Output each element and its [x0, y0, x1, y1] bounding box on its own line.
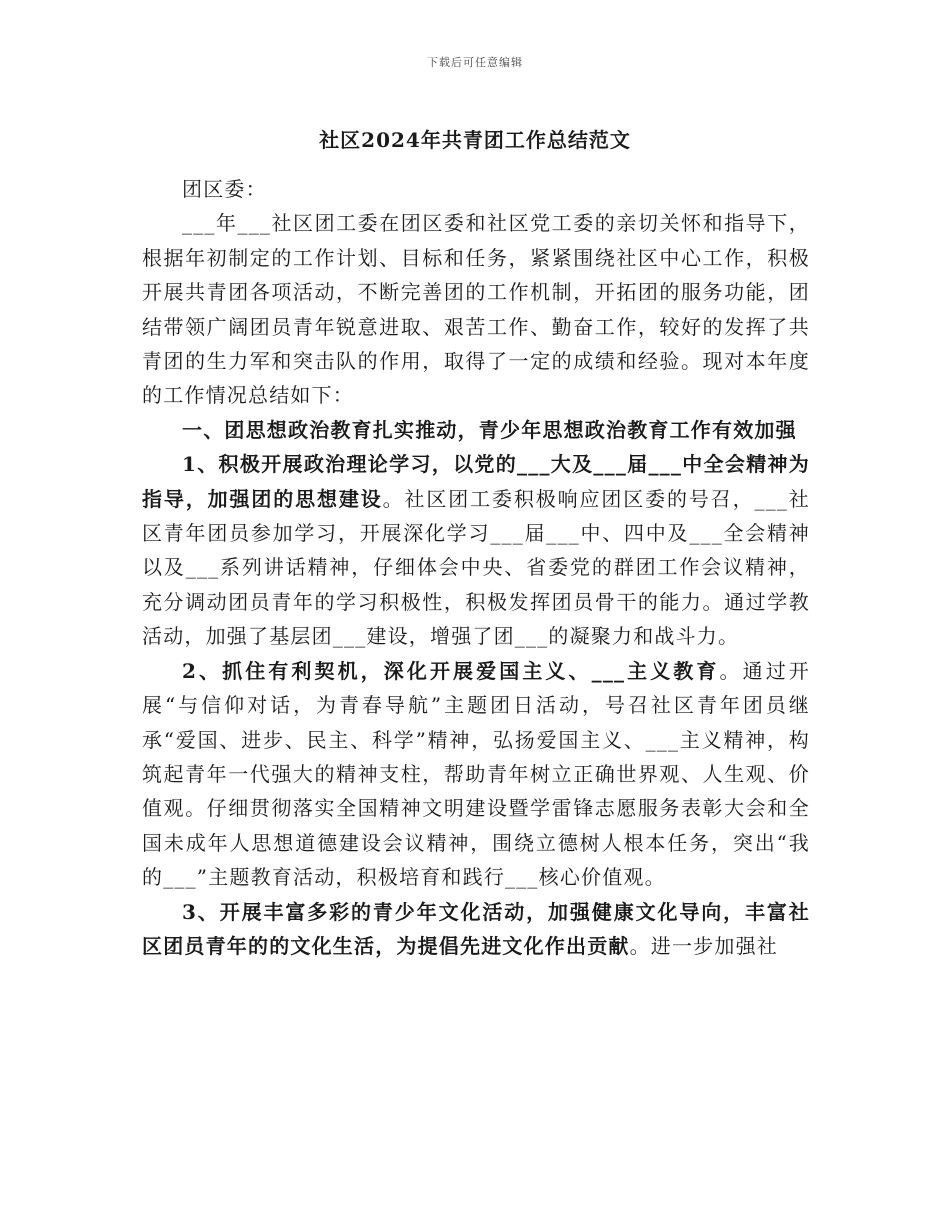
item-2-paragraph: 2、抓住有利契机，深化开展爱国主义、___主义教育。通过开展“与信仰对话，为青春导航”主题团日活动，号召社区青年团员继承“爱国、进步、民主、科学”精神，弘扬爱国主义、___主义精神，构筑起青年一代强大的精神支柱，帮助青年树立正确世界观、人生观、价值观。仔细贯彻落实全国精神文明建设暨学雷锋志愿服务表彰大会和全国未成年人思想道德建设会议精神，围绕立德树人根本任务，突出“我的___”主题教育活动，积极培育和践行___核心价值观。 [142, 658, 810, 890]
salutation-paragraph: 团区委： [182, 177, 267, 201]
item-3-paragraph: 3、开展丰富多彩的青少年文化活动，加强健康文化导向，丰富社区团员青年的的文化生活，为提倡先进文化作出贡献。进一步加强社 [142, 899, 810, 958]
document-body [142, 172, 810, 963]
section-heading: 一、团思想政治教育扎实推动，青少年思想政治教育工作有效加强 [182, 417, 797, 442]
header-note: 下载后可任意编辑 [427, 56, 523, 69]
intro-paragraph: ___年___社区团工委在团区委和社区党工委的亲切关怀和指导下，根据年初制定的工作计划、目标和任务，紧紧围绕社区中心工作，积极开展共青团各项活动，不断完善团的工作机制，开拓团的服务功能，团结带领广阔团员青年锐意进取、艰苦工作、勤奋工作，较好的发挥了共青团的生力军和突击队的作用，取得了一定的成绩和经验。现对本年度的工作情况总结如下： [142, 211, 810, 408]
item-1-paragraph: 1、积极开展政治理论学习，以党的___大及___届___中全会精神为指导，加强团的思想建设。社区团工委积极响应团区委的号召，___社区青年团员参加学习，开展深化学习___届___中、四中及___全会精神以及___系列讲话精神，仔细体会中央、省委党的群团工作会议精神，充分调动团员青年的学习积极性，积极发挥团员骨干的能力。通过学教活动，加强了基层团___建设，增强了团___的凝聚力和战斗力。 [142, 452, 811, 649]
document-title: 社区2024年共青团工作总结范文 [319, 128, 631, 152]
